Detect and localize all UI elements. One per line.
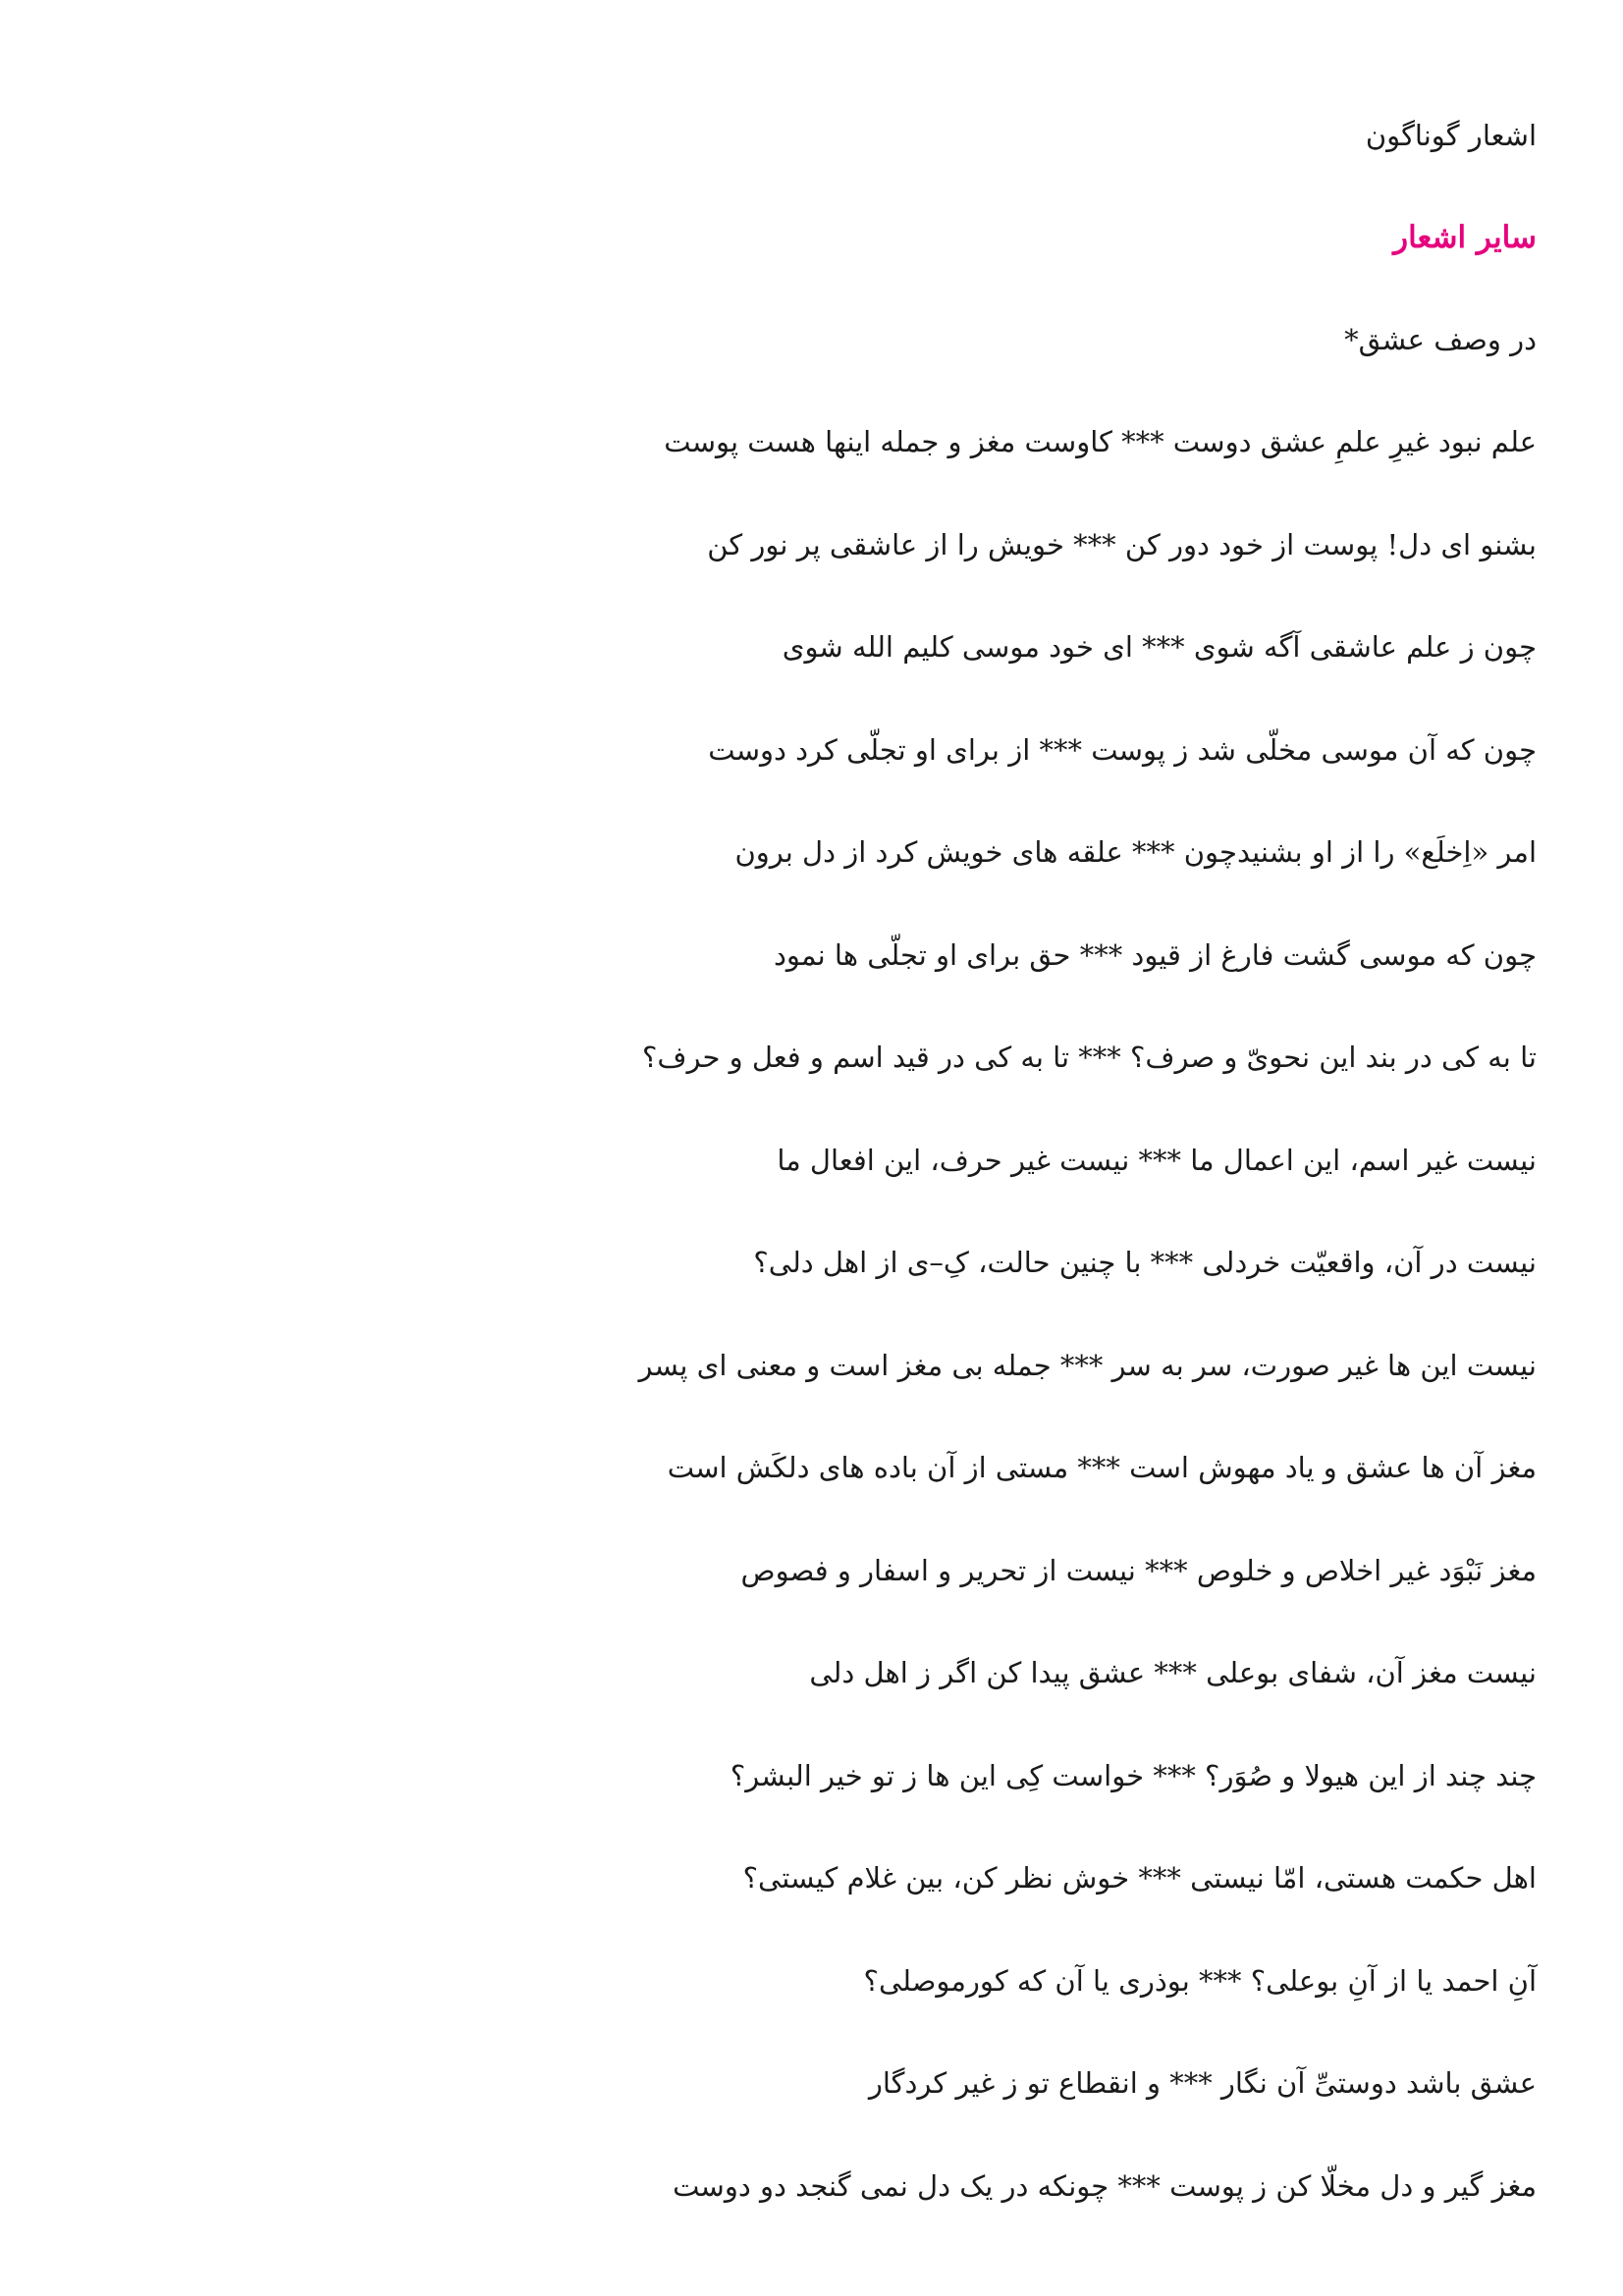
section-title: سایر اشعار (1393, 220, 1537, 255)
verse-line: علم نبود غیرِ علمِ عشق دوست *** کاوست مغز و جمله اینها هست پوست (664, 425, 1537, 458)
book-title: اشعار گوناگون (1365, 119, 1537, 152)
verse-line: چون که موسی گشت فارغ از قیود *** حق برای او تجلّی ها نمود (773, 937, 1537, 972)
verse-line: نیست مغز آن، شفای بوعلی *** عشق پیدا کن اگر ز اهل دلی (809, 1656, 1537, 1689)
verse-line: مغز نَبْوَد غیر اخلاص و خلوص *** نیست از تحریر و اسفار و فصوص (740, 1553, 1537, 1587)
verse-line: تا به کی در بند این نحویّ و صرف؟ *** تا به کی در قید اسم و فعل و حرف؟ (642, 1041, 1537, 1074)
verse-line: نیست غیر اسم، این اعمال ما *** نیست غیر حرف، این افعال ما (777, 1143, 1537, 1177)
poem-content (358, 116, 1537, 2269)
verse-line: مغز گیر و دل مخلّا کن ز پوست *** چونکه در یک دل نمی گنجد دو دوست (673, 2168, 1537, 2203)
verse-line: عشق باشد دوستیِّ آن نگار *** و انقطاع تو ز غیر کردگار (868, 2066, 1537, 2100)
verse-line: امر «اِخلَع» را از او بشنیدچون *** علقه های خویش کرد از دل برون (734, 835, 1537, 869)
verse-line: مغز آن ها عشق و یاد مهوش است *** مستی از آن باده های دلکَش است (667, 1451, 1537, 1484)
verse-line: نیست این ها غیر صورت، سر به سر *** جمله بی مغز است و معنی ای پسر (638, 1348, 1537, 1382)
verse-line: چون ز علم عاشقی آگه شوی *** ای خود موسی کلیم الله شوی (782, 630, 1537, 664)
verse-line: اهل حکمت هستی، امّا نیستی *** خوش نظر کن، بین غلام کیستی؟ (742, 1861, 1537, 1895)
poem-title: در وصف عشق* (1344, 323, 1537, 356)
verse-line: چون که آن موسی مخلّی شد ز پوست *** از برای او تجلّی کرد دوست (708, 732, 1537, 767)
verse-line: بشنو ای دل! پوست از خود دور کن *** خویش را از عاشقی پر نور کن (707, 527, 1537, 561)
verse-line: چند چند از این هیولا و صُوَر؟ *** خواست کِی این ها ز تو خیر البشر؟ (730, 1758, 1537, 1792)
verse-line: آنِ احمد یا از آنِ بوعلی؟ *** بوذری یا آن که کورموصلی؟ (863, 1963, 1537, 1998)
verse-line: نیست در آن، واقعیّت خردلی *** با چنین حالت، کِ–ی از اهل دلی؟ (753, 1246, 1537, 1279)
